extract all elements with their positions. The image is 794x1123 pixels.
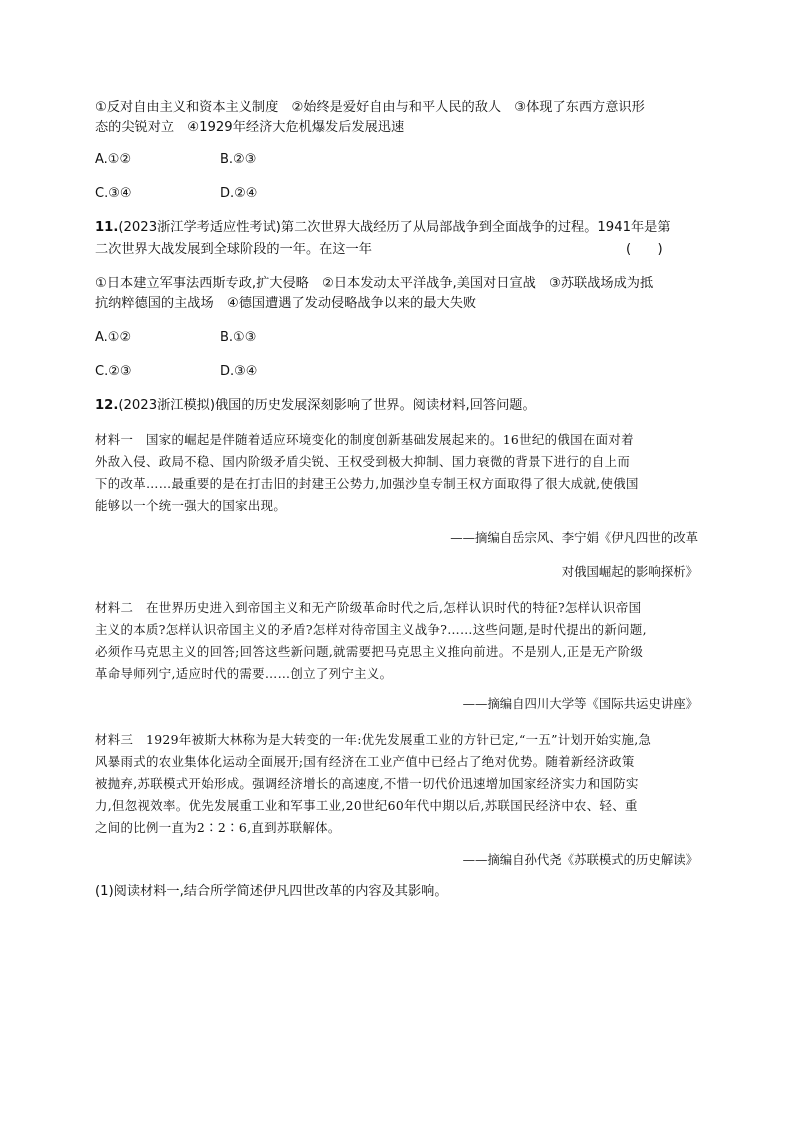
material1-source-line1: ——摘编自岳宗风、李宁娟《伊凡四世的改革: [450, 530, 698, 545]
material3-line5: 之间的比例一直为2∶2∶6,直到苏联解体。: [95, 820, 341, 835]
q11-option-a[interactable]: A.①②: [95, 330, 132, 345]
q11-statement-line1: ①日本建立军事法西斯专政,扩大侵略 ②日本发动太平洋战争,美国对日宣战 ③苏联战场成为抵: [95, 276, 654, 291]
q12-number: 12.: [95, 398, 119, 413]
q11-stem-line2: 二次世界大战发展到全球阶段的一年。在这一年: [95, 242, 372, 257]
q11-stem-text1: (2023浙江学考适应性考试)第二次世界大战经历了从局部战争到全面战争的过程。1941年是第: [118, 220, 671, 235]
material1-line4: 能够以一个统一强大的国家出现。: [95, 498, 287, 513]
q11-number: 11.: [95, 220, 119, 235]
material3-source: ——摘编自孙代尧《苏联模式的历史解读》: [462, 852, 698, 867]
material3-line4: 力,但忽视效率。优先发展重工业和军事工业,20世纪60年代中期以后,苏联国民经济中农、轻、重: [95, 798, 638, 813]
q11-option-c[interactable]: C.②③: [95, 364, 132, 379]
q10-option-d[interactable]: D.②④: [220, 186, 258, 201]
q10-option-a[interactable]: A.①②: [95, 152, 132, 167]
q10-statement-line1: ①反对自由主义和资本主义制度 ②始终是爱好自由与和平人民的敌人 ③体现了东西方意识形: [95, 100, 645, 115]
material2-line3: 必须作马克思主义的回答;回答这些新问题,就需要把马克思主义推向前进。不是别人,正是无产阶级: [95, 644, 644, 659]
material3-line1: 材料三 1929年被斯大林称为是大转变的一年:优先发展重工业的方针已定,“一五”计划开始实施,急: [95, 732, 652, 747]
material1-line1: 材料一 国家的崛起是伴随着适应环境变化的制度创新基础发展起来的。16世纪的俄国在面对着: [95, 432, 634, 447]
material2-line2: 主义的本质?怎样认识帝国主义的矛盾?怎样对待帝国主义战争?……这些问题,是时代提出的新问题,: [95, 622, 647, 637]
q10-option-b[interactable]: B.②③: [220, 152, 257, 167]
q10-statement-line2: 态的尖锐对立 ④1929年经济大危机爆发后发展迅速: [95, 120, 405, 135]
q11-statement-line2: 抗纳粹德国的主战场 ④德国遭遇了发动侵略战争以来的最大失败: [95, 296, 477, 311]
q11-answer-bracket[interactable]: ( ): [626, 242, 663, 257]
q11-stem-line1: [95, 218, 671, 238]
q12-subquestion-1: (1)阅读材料一,结合所学简述伊凡四世改革的内容及其影响。: [95, 884, 448, 899]
material1-source-line2: 对俄国崛起的影响探析》: [561, 564, 698, 579]
q12-stem-text: (2023浙江模拟)俄国的历史发展深刻影响了世界。阅读材料,回答问题。: [118, 398, 536, 413]
q11-option-d[interactable]: D.③④: [220, 364, 258, 379]
material3-line3: 被抛弃,苏联模式开始形成。强调经济增长的高速度,不惜一切代价迅速增加国家经济实力和国防实: [95, 776, 639, 791]
material3-line2: 风暴雨式的农业集体化运动全面展开;国有经济在工业产值中已经占了绝对优势。随着新经济政策: [95, 754, 635, 769]
material2-source: ——摘编自四川大学等《国际共运史讲座》: [462, 696, 698, 711]
material2-line1: 材料二 在世界历史进入到帝国主义和无产阶级革命时代之后,怎样认识时代的特征?怎样认识帝国: [95, 600, 642, 615]
q10-option-c[interactable]: C.③④: [95, 186, 132, 201]
q12-stem: [95, 396, 536, 416]
material1-line3: 下的改革……最重要的是在打击旧的封建王公势力,加强沙皇专制王权方面取得了很大成就,使俄国: [95, 476, 639, 491]
q11-option-b[interactable]: B.①③: [220, 330, 257, 345]
material1-line2: 外敌入侵、政局不稳、国内阶级矛盾尖锐、王权受到极大抑制、国力衰微的背景下进行的自上而: [95, 454, 631, 469]
material2-line4: 革命导师列宁,适应时代的需要……创立了列宁主义。: [95, 666, 393, 681]
